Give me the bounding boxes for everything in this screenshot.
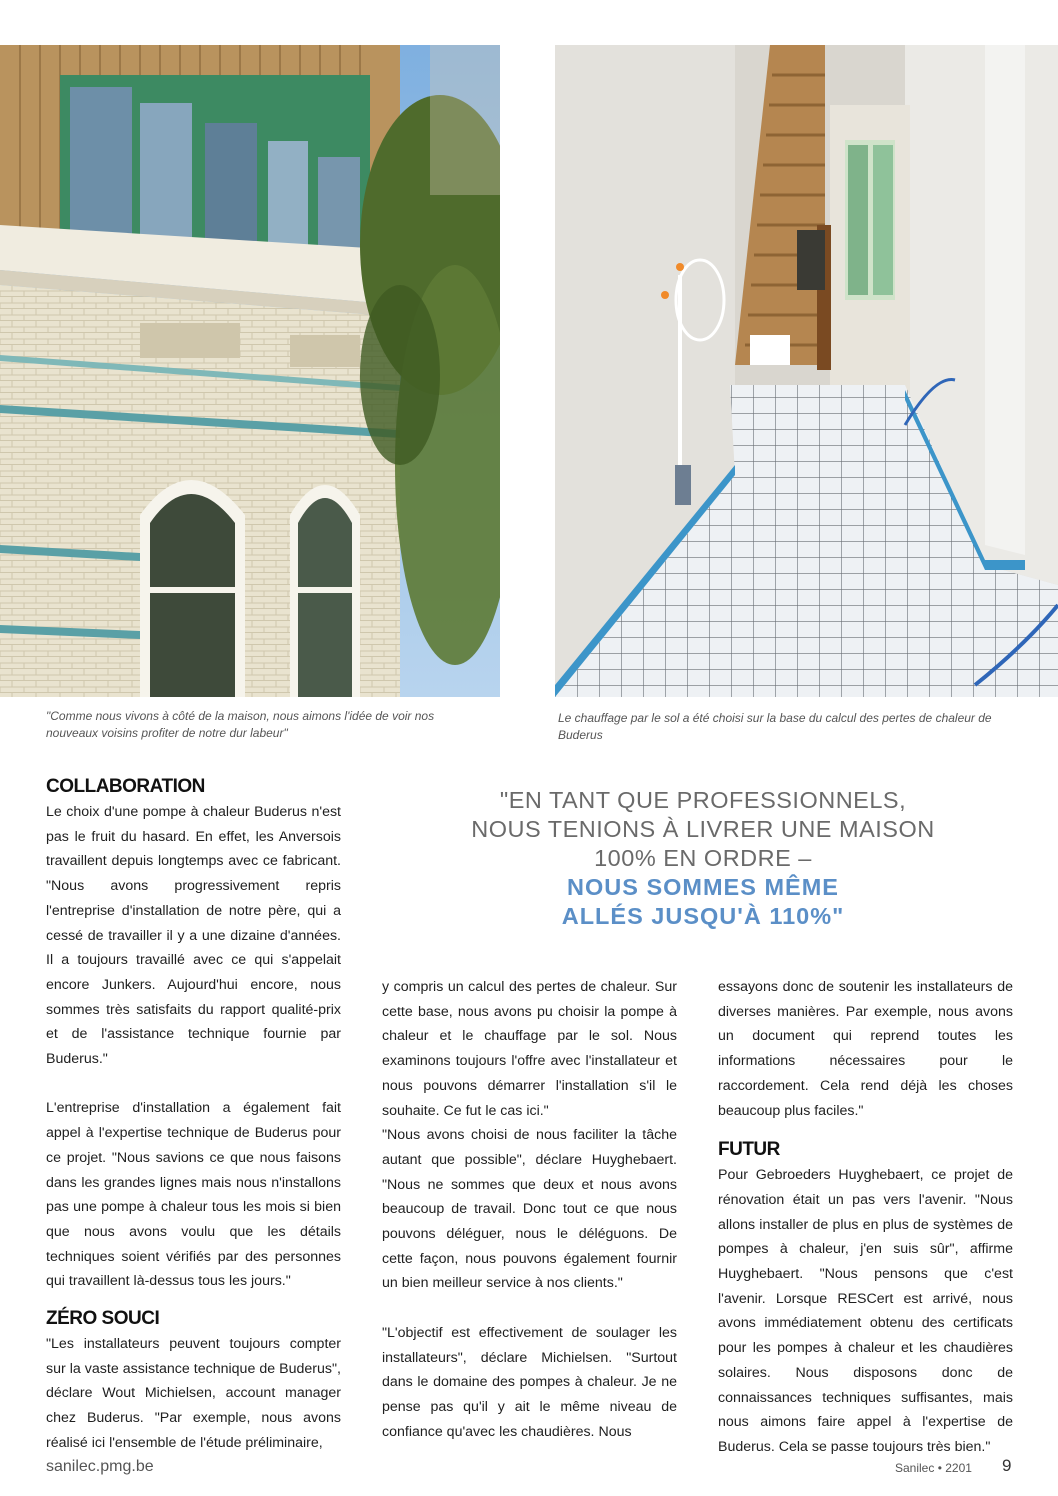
hallway-underfloor-heating-photo	[555, 45, 1058, 697]
paragraph: essayons donc de soutenir les installateurs de diverses manières. Par exemple, nous avons un document qui reprend toutes les informations nécessaires pour le raccordement. Cela rend déjà les choses beaucoup plus faciles."	[718, 979, 1013, 1119]
pull-quote-highlight: NOUS SOMMES MÊME	[567, 874, 839, 900]
page-number: 9	[1002, 1456, 1012, 1475]
pull-quote-line: 100% EN ORDRE –	[594, 845, 812, 871]
paragraph: L'entreprise d'installation a également fait appel à l'expertise technique de Buderus pour ce projet. "Nous savions ce que nous faisons dans les grandes lignes mais nous n'installons pas une pompe à chaleur tous les mois si bien que nous avons voulu que les détails techniques soient vérifiés par des personnes qui travaillent là-dessus tous les jours."	[46, 1100, 341, 1290]
paragraph: "Nous avons choisi de nous faciliter la tâche autant que possible", déclare Huyghebaert. "Nous ne sommes que deux et nous avons beaucoup de travail. Donc tout ce que nous pouvons déléguer, nous le déléguons. De cette façon, nous pouvons également fournir un bien meilleur service à nos clients."	[382, 1127, 677, 1292]
house-facade-photo	[0, 45, 500, 697]
footer-issue: Sanilec • 2201	[895, 1461, 972, 1475]
photo-caption-left: "Comme nous vivons à côté de la maison, nous aimons l'idée de voir nos nouveaux voisins profiter de notre dur labeur"	[46, 709, 435, 740]
paragraph: Pour Gebroeders Huyghebaert, ce projet de rénovation était un pas vers l'avenir. "Nous allons installer de plus en plus de systèmes de pompes à chaleur, j'en suis sûr", affirme Huyghebaert. "Nous pensons que c'est l'avenir. Lorsque RESCert est arrivé, nous avons immédiatement obtenu des certificats pour les pompes à chaleur et les chaudières solaires. Nous disposons donc de connaissances techniques suffisantes, mais nous aimons faire appel à l'expertise de Buderus. Cela se passe toujours très bien."	[718, 1167, 1013, 1455]
paragraph: "L'objectif est effectivement de soulager les installateurs", déclare Michielsen. "Surtout dans le domaine des pompes à chaleur. Je ne pense pas qu'il y ait le même niveau de confiance qu'avec les chaudières. Nous	[382, 1324, 677, 1440]
heading-zero-souci: ZÉRO SOUCI	[46, 1308, 160, 1330]
pull-quote-highlight: ALLÉS JUSQU'À 110%"	[561, 903, 845, 929]
article-column-1	[46, 774, 341, 1456]
pull-quote-line: NOUS TENIONS À LIVRER UNE MAISON	[471, 816, 935, 842]
heading-collaboration: COLLABORATION	[46, 776, 205, 797]
article-column-2	[382, 975, 677, 1444]
paragraph: y compris un calcul des pertes de chaleur. Sur cette base, nous avons pu choisir la pompe à chaleur et le chauffage par le sol. Nous examinons toujours l'offre avec l'installateur et nous pouvons démarrer l'installation s'il le souhaite. Ce fut le cas ici."	[382, 979, 677, 1119]
pull-quote-line: "EN TANT QUE PROFESSIONNELS,	[499, 787, 907, 813]
footer-website[interactable]: sanilec.pmg.be	[46, 1458, 154, 1475]
pull-quote	[400, 786, 1006, 931]
article-column-3	[718, 975, 1013, 1460]
paragraph: Le choix d'une pompe à chaleur Buderus n'est pas le fruit du hasard. En effet, les Anversois travaillent depuis longtemps avec ce fabricant. "Nous avons progressivement repris l'entreprise d'installation de notre père, qui a cessé de travailler il y a une dizaine d'années. Il a toujours travaillé avec ce qui s'appelait encore Junkers. Aujourd'hui encore, nous sommes très satisfaits du rapport qualité-prix et de l'assistance technique fournie par Buderus."	[46, 804, 341, 1068]
heading-futur: FUTUR	[718, 1139, 780, 1161]
paragraph: "Les installateurs peuvent toujours compter sur la vaste assistance technique de Buderus", déclare Wout Michielsen, account manager chez Buderus. "Par exemple, nous avons réalisé ici l'ensemble de l'étude préliminaire,	[46, 1336, 341, 1451]
photo-caption-right: Le chauffage par le sol a été choisi sur la base du calcul des pertes de chaleur de Buderus	[558, 711, 992, 742]
